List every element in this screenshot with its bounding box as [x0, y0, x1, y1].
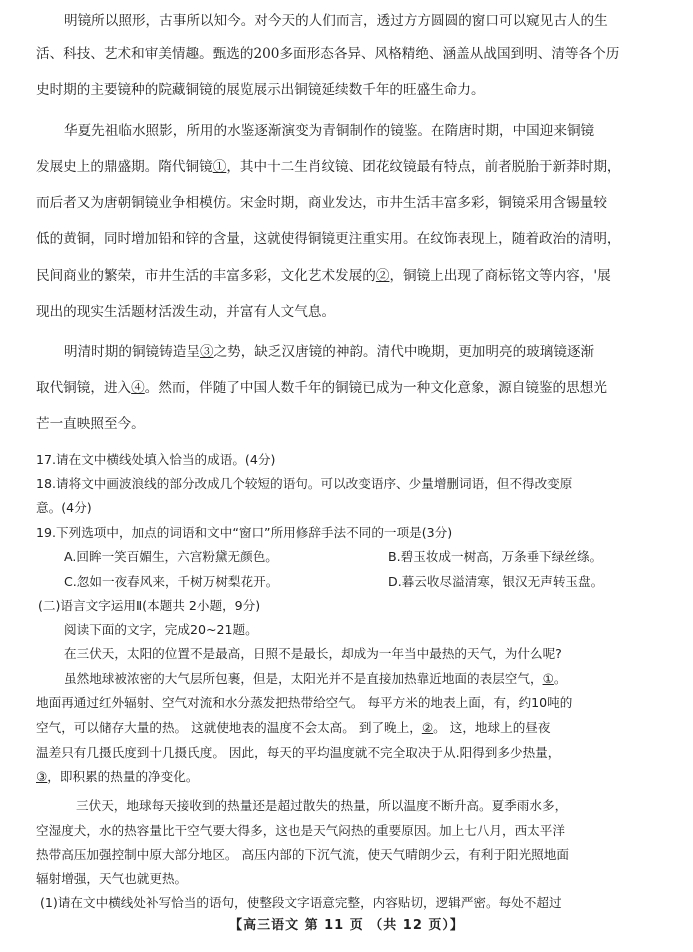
- text-line: 芒一直映照至今。: [36, 416, 145, 432]
- text-segment: 民间商业的繁荣，市井生活的丰富多彩，文化艺术发展的: [36, 268, 376, 284]
- text-line: [36, 378, 607, 398]
- text-segment: 虽然地球被浓密的大气层所包裹，但是，太阳光并不是直接加热靠近地面的表层空气，: [64, 671, 543, 686]
- blank-4: ④: [131, 380, 145, 396]
- text-segment: ，其中十二生肖纹镜、团花纹镜最有特点，前者脱胎于新莽时期，: [226, 159, 621, 175]
- text-line: 而后者又为唐朝铜镜业争相模仿。宋金时期，商业发达，市井生活丰富多彩，铜镜采用含锡量较: [36, 195, 607, 211]
- text-line: [64, 669, 566, 689]
- text-line: 辐射增强，天气也就更热。: [36, 871, 188, 886]
- text-segment: 明清时期的铜镜铸造呈: [64, 344, 200, 360]
- question-18: 18.请将文中画波浪线的部分改成几个较短的语句。可以改变语序、少量增删词语，但不得改变原: [36, 476, 573, 491]
- text-segment: 发展史上的鼎盛期。隋代铜镜: [36, 159, 213, 175]
- text-segment: ，铜镜上出现了商标铭文等内容，'展: [389, 268, 611, 284]
- text-line: [64, 342, 594, 362]
- text-line: [36, 266, 611, 286]
- section-instruction: 阅读下面的文字，完成20~21题。: [64, 622, 258, 637]
- blank-s2-3: ③: [36, 769, 48, 784]
- text-segment: ，即积累的热量的净变化。: [47, 769, 199, 784]
- option-a: A.回眸一笑百媚生，六宫粉黛无颜色。: [64, 549, 278, 564]
- blank-s2-1: ①: [542, 671, 554, 686]
- text-line: 史时期的主要镜种的院藏铜镜的展览展示出铜镜延续数千年的旺盛生命力。: [36, 82, 485, 98]
- text-line: 三伏天，地球每天接收到的热量还是超过散失的热量，所以温度不断升高。夏季雨水多，: [76, 798, 568, 813]
- blank-s2-2: ②: [421, 720, 434, 735]
- text-line: 现出的现实生活题材活泼生动，并富有人文气息。: [36, 304, 336, 320]
- text-line: 热带高压加强控制中原大部分地区。 高压内部的下沉气流，使天气晴朗少云，有利于阳光照地面: [36, 847, 569, 862]
- question-19: 19.下列选项中，加点的词语和文中“窗口”所用修辞手法不同的一项是(3分): [36, 525, 453, 540]
- text-line: 活、科技、艺术和审美情趣。甄选的200多面形态各异、风格精绝、涵盖从战国到明、清等各个历: [36, 46, 620, 62]
- page-footer: 【高三语文 第 11 页 （共 12 页）】: [229, 918, 464, 933]
- text-segment: 。然而，伴随了中国人数千年的铜镜已成为一种文化意象，源自镜鉴的思想光: [144, 380, 607, 396]
- text-line: 在三伏天，太阳的位置不是最高，日照不是最长，却成为一年当中最热的天气，为什么呢?: [64, 646, 562, 661]
- text-segment: 取代铜镜，进入: [36, 380, 132, 396]
- option-b: B.碧玉妆成一树高，万条垂下绿丝绦。: [388, 549, 603, 564]
- option-c: C.忽如一夜春风来，千树万树梨花开。: [64, 574, 279, 589]
- text-segment: 。: [553, 671, 567, 686]
- text-segment: 。 这，地球上的昼夜: [433, 720, 551, 735]
- blank-1: ①: [212, 159, 227, 175]
- text-line: 明镜所以照形，古事所以知今。对今天的人们而言，透过方方圆圆的窗口可以窥见古人的生: [64, 13, 608, 29]
- question-17: 17.请在文中横线处填入恰当的成语。(4分): [36, 452, 276, 467]
- text-line: 地面再通过红外辐射、空气对流和水分蒸发把热带给空气。 每平方米的地表上面，有，约10吨的: [36, 695, 573, 710]
- text-line: [36, 767, 198, 787]
- text-segment: 之势，缺乏汉唐镜的神韵。清代中晚期，更加明亮的玻璃镜逐渐: [213, 344, 595, 360]
- section-heading: (二)语言文字运用Ⅱ(本题共 2小题，9分): [38, 598, 261, 613]
- text-line: [36, 718, 550, 738]
- question-20: (1)请在文中横线处补写恰当的语句，使整段文字语意完整，内容贴切，逻辑严密。每处不超过: [40, 895, 562, 910]
- text-line: 温差只有几摄氏度到十几摄氏度。 因此，每天的平均温度就不完全取决于从.阳得到多少热量，: [36, 745, 561, 760]
- text-line: 低的黄铜，同时增加铅和锌的含量，这就使得铜镜更注重实用。在纹饰表现上，随着政治的清明，: [36, 231, 621, 247]
- text-segment: 空气，可以储存大量的热。 这就使地表的温度不会太高。 到了晚上，: [36, 720, 422, 735]
- blank-3: ③: [199, 344, 214, 360]
- option-d: D.暮云收尽溢清寒，银汉无声转玉盘。: [388, 574, 604, 589]
- text-line: 空湿度犬，水的热容量比干空气要大得多，这也是天气闷热的重要原因。加上七八月，西太平洋: [36, 823, 565, 838]
- blank-2: ②: [375, 268, 390, 284]
- text-line: 华夏先祖临水照影，所用的水鉴逐渐演变为青铜制作的镜鉴。在隋唐时期，中国迎来铜镜: [64, 123, 595, 139]
- question-18-cont: 意。(4分): [36, 500, 92, 515]
- text-line: [36, 157, 621, 177]
